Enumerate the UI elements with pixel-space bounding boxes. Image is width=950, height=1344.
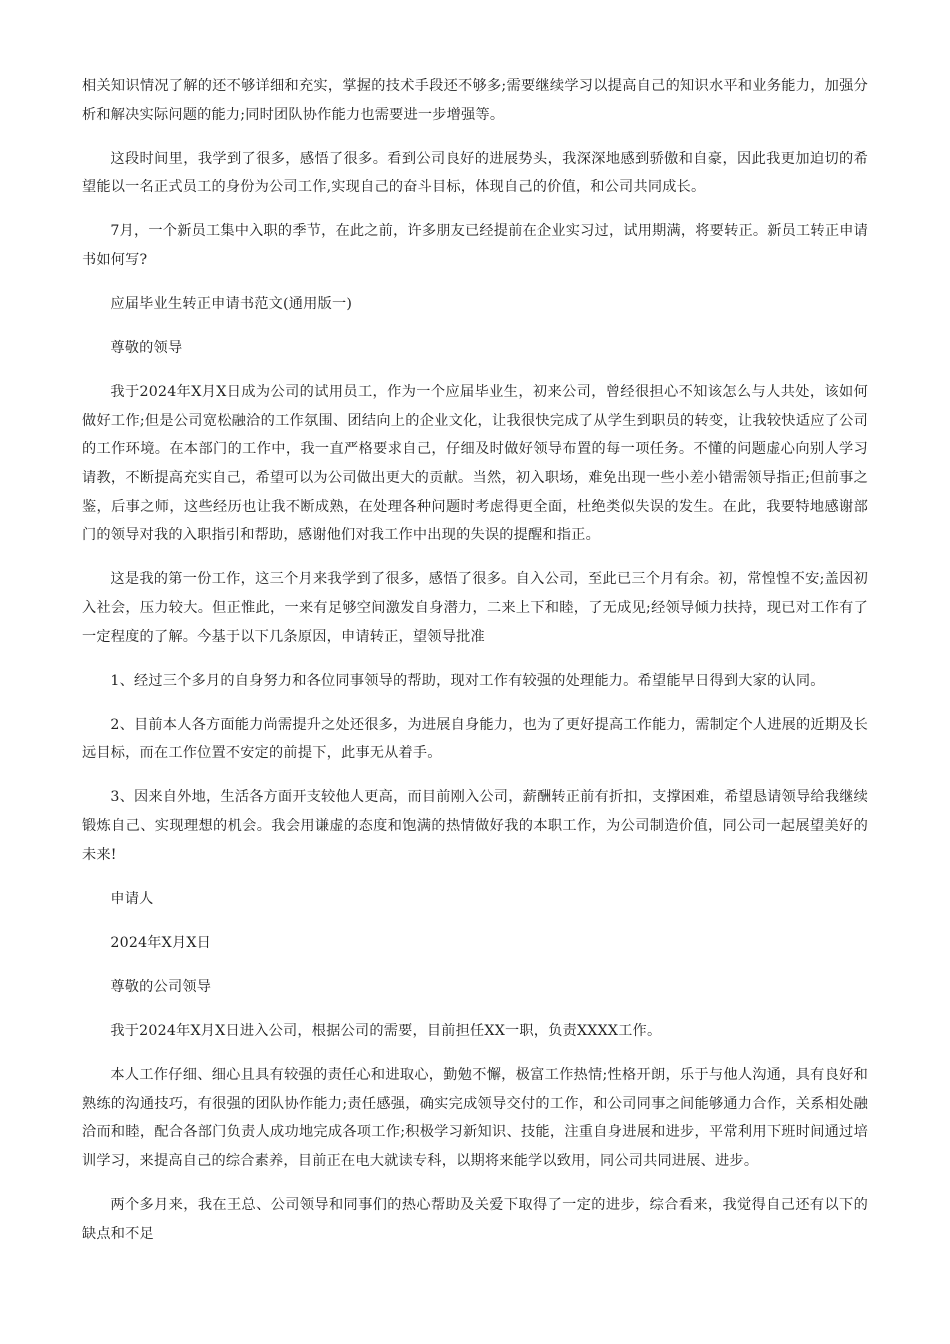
list-item: 2、目前本人各方面能力尚需提升之处还很多，为进展自身能力，也为了更好提高工作能力，需制定个人进展的近期及长远目标，而在工作位置不安定的前提下，此事无从着手。 [82, 716, 868, 762]
signature-label: 申请人 [110, 890, 154, 907]
paragraph: 我于2024年X月X日成为公司的试用员工，作为一个应届毕业生，初来公司，曾经很担心不知该怎么与人共处，该如何做好工作;但是公司宽松融洽的工作氛围、团结向上的企业文化，让我很快完成了从学生到职员的转变，让我较快适应了公司的工作环境。在本部门的工作中，我一直严格要求自己，仔细及时做好领导布置的每一项任务。不懂的问题虚心向别人学习请教，不断提高充实自己，希望可以为公司做出更大的贡献。当然，初入职场，难免出现一些小差小错需领导指正;但前事之鉴，后事之师，这些经历也让我不断成熟，在处理各种问题时考虑得更全面，杜绝类似失误的发生。在此，我要特地感谢部门的领导对我的入职指引和帮助，感谢他们对我工作中出现的失误的提醒和指正。 [82, 384, 868, 544]
salutation: 尊敬的公司领导 [110, 978, 212, 995]
paragraph: 7月，一个新员工集中入职的季节，在此之前，许多朋友已经提前在企业实习过，试用期满，将要转正。新员工转正申请书如何写? [82, 223, 868, 268]
paragraph: 这是我的第一份工作，这三个月来我学到了很多，感悟了很多。自入公司，至此已三个月有余。初，常惶惶不安;盖因初入社会，压力较大。但正惟此，一来有足够空间激发自身潜力，二来上下和睦，了无成见;经领导倾力扶持，现已对工作有了一定程度的了解。今基于以下几条原因，申请转正，望领导批准 [82, 571, 868, 645]
salutation: 尊敬的领导 [110, 340, 183, 357]
paragraph: 两个多月来，我在王总、公司领导和同事们的热心帮助及关爱下取得了一定的进步，综合看来，我觉得自己还有以下的缺点和不足 [82, 1196, 868, 1242]
paragraph: 这段时间里，我学到了很多，感悟了很多。看到公司良好的进展势头，我深深地感到骄傲和自豪，因此我更加迫切的希望能以一名正式员工的身份为公司工作,实现自己的奋斗目标，体现自己的价值，和公司共同成长。 [82, 150, 868, 196]
date-line: 2024年X月X日 [110, 934, 212, 951]
document-page [82, 72, 868, 1264]
paragraph: 相关知识情况了解的还不够详细和充实，掌握的技术手段还不够多;需要继续学习以提高自己的知识水平和业务能力，加强分析和解决实际问题的能力;同时团队协作能力也需要进一步增强等。 [82, 78, 868, 123]
paragraph: 本人工作仔细、细心且具有较强的责任心和进取心，勤勉不懈，极富工作热情;性格开朗，乐于与他人沟通，具有良好和熟练的沟通技巧，有很强的团队协作能力;责任感强，确实完成领导交付的工作，和公司同事之间能够通力合作，关系相处融洽而和睦，配合各部门负责人成功地完成各项工作;积极学习新知识、技能，注重自身进展和进步，平常利用下班时间通过培训学习，来提高自己的综合素养，目前正在电大就读专科，以期将来能学以致用，同公司共同进展、进步。 [82, 1067, 868, 1169]
list-item: 3、因来自外地，生活各方面开支较他人更高，而目前刚入公司，薪酬转正前有折扣，支撑困难，希望恳请领导给我继续锻炼自己、实现理想的机会。我会用谦虚的态度和饱满的热情做好我的本职工作，为公司制造价值，同公司一起展望美好的未来! [82, 789, 868, 863]
paragraph: 我于2024年X月X日进入公司，根据公司的需要，目前担任XX一职，负责XXXX工作。 [110, 1022, 662, 1039]
list-item: 1、经过三个多月的自身努力和各位同事领导的帮助，现对工作有较强的处理能力。希望能早日得到大家的认同。 [110, 672, 825, 689]
section-heading: 应届毕业生转正申请书范文(通用版一) [110, 296, 353, 313]
